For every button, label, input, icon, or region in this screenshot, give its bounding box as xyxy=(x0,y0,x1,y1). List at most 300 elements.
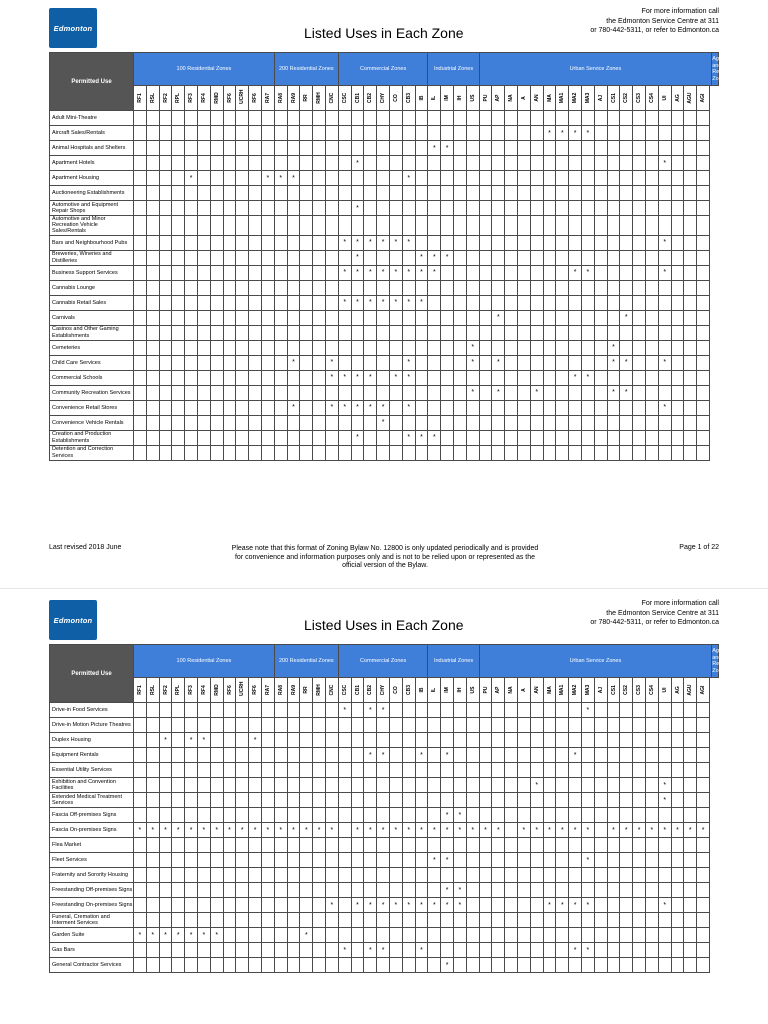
empty-cell xyxy=(390,778,403,793)
empty-cell xyxy=(543,111,556,126)
empty-cell xyxy=(441,943,454,958)
empty-cell xyxy=(671,250,684,265)
empty-cell xyxy=(607,430,620,445)
empty-cell xyxy=(556,340,569,355)
empty-cell xyxy=(364,325,377,340)
empty-cell xyxy=(185,718,198,733)
empty-cell xyxy=(428,733,441,748)
empty-cell xyxy=(530,748,543,763)
table-row xyxy=(50,868,719,883)
empty-cell xyxy=(543,295,556,310)
zone-code-header xyxy=(479,86,492,111)
empty-cell xyxy=(441,295,454,310)
empty-cell xyxy=(479,126,492,141)
empty-cell xyxy=(505,201,518,216)
empty-cell xyxy=(236,171,249,186)
empty-cell xyxy=(645,235,658,250)
empty-cell xyxy=(172,156,185,171)
empty-cell xyxy=(146,141,159,156)
zone-code-header xyxy=(223,678,236,703)
empty-cell xyxy=(261,793,274,808)
empty-cell xyxy=(620,126,633,141)
empty-cell xyxy=(645,943,658,958)
page-separator xyxy=(0,588,768,589)
empty-cell xyxy=(287,126,300,141)
zone-code-header xyxy=(479,678,492,703)
empty-cell xyxy=(300,310,313,325)
empty-cell xyxy=(210,325,223,340)
use-name: Extended Medical Treatment Services xyxy=(50,793,134,808)
empty-cell xyxy=(172,913,185,928)
empty-cell xyxy=(505,778,518,793)
permitted-mark: * xyxy=(351,370,364,385)
table-row xyxy=(50,126,719,141)
empty-cell xyxy=(582,838,595,853)
empty-cell xyxy=(274,703,287,718)
empty-cell xyxy=(518,928,531,943)
permitted-mark: * xyxy=(684,823,697,838)
empty-cell xyxy=(684,733,697,748)
empty-cell xyxy=(594,778,607,793)
empty-cell xyxy=(505,748,518,763)
empty-cell xyxy=(274,141,287,156)
empty-cell xyxy=(249,838,262,853)
empty-cell xyxy=(364,913,377,928)
permitted-mark: * xyxy=(441,808,454,823)
permitted-mark: * xyxy=(543,898,556,913)
empty-cell xyxy=(134,430,147,445)
empty-cell xyxy=(390,718,403,733)
empty-cell xyxy=(594,718,607,733)
zone-code-label: IM xyxy=(444,687,451,693)
use-name: Cemeteries xyxy=(50,340,134,355)
empty-cell xyxy=(134,171,147,186)
empty-cell xyxy=(479,156,492,171)
empty-cell xyxy=(454,778,467,793)
empty-cell xyxy=(300,340,313,355)
empty-cell xyxy=(390,355,403,370)
empty-cell xyxy=(249,310,262,325)
empty-cell xyxy=(645,778,658,793)
use-name: Automotive and Equipment Repair Shops xyxy=(50,201,134,216)
empty-cell xyxy=(530,808,543,823)
empty-cell xyxy=(607,265,620,280)
empty-cell xyxy=(236,370,249,385)
permitted-mark: * xyxy=(441,898,454,913)
empty-cell xyxy=(582,415,595,430)
empty-cell xyxy=(287,385,300,400)
empty-cell xyxy=(479,280,492,295)
empty-cell xyxy=(671,913,684,928)
empty-cell xyxy=(582,325,595,340)
empty-cell xyxy=(134,838,147,853)
empty-cell xyxy=(671,733,684,748)
permitted-mark: * xyxy=(415,250,428,265)
empty-cell xyxy=(172,883,185,898)
empty-cell xyxy=(210,838,223,853)
empty-cell xyxy=(313,748,326,763)
contact-line: For more information call xyxy=(641,8,719,15)
zone-code-label: A xyxy=(520,688,527,692)
use-name: Cannabis Retail Sales xyxy=(50,295,134,310)
permitted-mark: * xyxy=(338,295,351,310)
permitted-mark: * xyxy=(454,883,467,898)
empty-cell xyxy=(261,718,274,733)
empty-cell xyxy=(582,808,595,823)
empty-cell xyxy=(518,265,531,280)
empty-cell xyxy=(543,280,556,295)
empty-cell xyxy=(454,141,467,156)
empty-cell xyxy=(415,201,428,216)
permitted-mark: * xyxy=(428,853,441,868)
empty-cell xyxy=(479,325,492,340)
empty-cell xyxy=(351,703,364,718)
empty-cell xyxy=(377,111,390,126)
empty-cell xyxy=(236,838,249,853)
empty-cell xyxy=(479,430,492,445)
empty-cell xyxy=(645,958,658,973)
empty-cell xyxy=(518,958,531,973)
empty-cell xyxy=(197,156,210,171)
empty-cell xyxy=(454,400,467,415)
empty-cell xyxy=(185,883,198,898)
empty-cell xyxy=(518,733,531,748)
empty-cell xyxy=(313,385,326,400)
empty-cell xyxy=(210,295,223,310)
empty-cell xyxy=(556,265,569,280)
permitted-mark: * xyxy=(338,703,351,718)
empty-cell xyxy=(569,355,582,370)
empty-cell xyxy=(300,156,313,171)
empty-cell xyxy=(594,141,607,156)
permitted-mark: * xyxy=(441,823,454,838)
permitted-use-header: Permitted Use xyxy=(50,53,134,111)
empty-cell xyxy=(607,943,620,958)
empty-cell xyxy=(518,126,531,141)
empty-cell xyxy=(697,718,710,733)
last-revised: Last revised 2018 June xyxy=(49,544,122,551)
permitted-mark: * xyxy=(185,823,198,838)
empty-cell xyxy=(146,793,159,808)
permitted-mark: * xyxy=(658,898,671,913)
empty-cell xyxy=(633,868,646,883)
empty-cell xyxy=(505,430,518,445)
zone-code-header xyxy=(351,86,364,111)
permitted-mark: * xyxy=(543,126,556,141)
zone-code-label: MA xyxy=(546,686,553,694)
empty-cell xyxy=(671,156,684,171)
empty-cell xyxy=(697,703,710,718)
empty-cell xyxy=(530,445,543,460)
empty-cell xyxy=(210,250,223,265)
empty-cell xyxy=(261,838,274,853)
empty-cell xyxy=(543,943,556,958)
empty-cell xyxy=(543,733,556,748)
empty-cell xyxy=(210,280,223,295)
empty-cell xyxy=(338,126,351,141)
empty-cell xyxy=(172,793,185,808)
empty-cell xyxy=(697,186,710,201)
empty-cell xyxy=(364,186,377,201)
empty-cell xyxy=(569,385,582,400)
empty-cell xyxy=(197,748,210,763)
empty-cell xyxy=(543,250,556,265)
zone-code-header xyxy=(697,86,710,111)
empty-cell xyxy=(377,171,390,186)
empty-cell xyxy=(454,415,467,430)
empty-cell xyxy=(556,445,569,460)
empty-cell xyxy=(633,808,646,823)
permitted-mark: * xyxy=(607,823,620,838)
zone-code-header xyxy=(313,86,326,111)
empty-cell xyxy=(441,111,454,126)
table-row xyxy=(50,853,719,868)
empty-cell xyxy=(146,763,159,778)
permitted-mark: * xyxy=(390,235,403,250)
empty-cell xyxy=(210,385,223,400)
empty-cell xyxy=(159,883,172,898)
empty-cell xyxy=(364,838,377,853)
empty-cell xyxy=(697,808,710,823)
table-row xyxy=(50,913,719,928)
empty-cell xyxy=(543,763,556,778)
empty-cell xyxy=(607,958,620,973)
empty-cell xyxy=(697,295,710,310)
empty-cell xyxy=(479,171,492,186)
zone-code-label: CNC xyxy=(328,684,335,696)
empty-cell xyxy=(518,793,531,808)
permitted-mark: * xyxy=(364,295,377,310)
use-name: Child Care Services xyxy=(50,355,134,370)
empty-cell xyxy=(223,883,236,898)
empty-cell xyxy=(594,763,607,778)
permitted-mark: * xyxy=(582,853,595,868)
use-name: Breweries, Wineries and Distilleries xyxy=(50,250,134,265)
zone-code-label: RPL xyxy=(175,685,182,696)
zone-code-header xyxy=(466,678,479,703)
empty-cell xyxy=(556,216,569,236)
empty-cell xyxy=(364,385,377,400)
empty-cell xyxy=(505,310,518,325)
permitted-mark: * xyxy=(441,883,454,898)
empty-cell xyxy=(441,265,454,280)
zone-code-row xyxy=(50,86,719,111)
empty-cell xyxy=(530,355,543,370)
zone-code-label: AJ xyxy=(597,94,604,102)
empty-cell xyxy=(582,216,595,236)
empty-cell xyxy=(684,778,697,793)
empty-cell xyxy=(326,216,339,236)
permitted-mark: * xyxy=(185,928,198,943)
zone-code-header xyxy=(210,86,223,111)
empty-cell xyxy=(633,310,646,325)
empty-cell xyxy=(210,778,223,793)
empty-cell xyxy=(377,385,390,400)
zone-code-header xyxy=(428,678,441,703)
empty-cell xyxy=(197,355,210,370)
empty-cell xyxy=(492,430,505,445)
zone-code-header xyxy=(594,86,607,111)
empty-cell xyxy=(146,778,159,793)
empty-cell xyxy=(274,400,287,415)
empty-cell xyxy=(607,111,620,126)
empty-cell xyxy=(146,156,159,171)
empty-cell xyxy=(530,280,543,295)
empty-cell xyxy=(415,718,428,733)
empty-cell xyxy=(607,141,620,156)
zone-code-label: MA1 xyxy=(559,92,566,104)
empty-cell xyxy=(338,748,351,763)
empty-cell xyxy=(645,883,658,898)
empty-cell xyxy=(338,868,351,883)
empty-cell xyxy=(697,385,710,400)
empty-cell xyxy=(594,280,607,295)
empty-cell xyxy=(684,216,697,236)
empty-cell xyxy=(543,385,556,400)
empty-cell xyxy=(134,958,147,973)
empty-cell xyxy=(582,733,595,748)
empty-cell xyxy=(441,370,454,385)
empty-cell xyxy=(390,415,403,430)
empty-cell xyxy=(607,445,620,460)
empty-cell xyxy=(492,928,505,943)
use-name: Convenience Vehicle Rentals xyxy=(50,415,134,430)
empty-cell xyxy=(454,250,467,265)
empty-cell xyxy=(146,201,159,216)
empty-cell xyxy=(364,958,377,973)
empty-cell xyxy=(633,838,646,853)
empty-cell xyxy=(518,748,531,763)
zone-code-label: NA xyxy=(508,686,515,694)
zone-code-label: RF6 xyxy=(226,93,233,103)
empty-cell xyxy=(620,430,633,445)
empty-cell xyxy=(543,718,556,733)
permitted-mark: * xyxy=(402,235,415,250)
permitted-mark: * xyxy=(300,928,313,943)
empty-cell xyxy=(172,295,185,310)
permitted-mark: * xyxy=(402,898,415,913)
empty-cell xyxy=(300,718,313,733)
empty-cell xyxy=(197,201,210,216)
zone-code-header xyxy=(569,86,582,111)
empty-cell xyxy=(543,748,556,763)
empty-cell xyxy=(556,793,569,808)
permitted-mark: * xyxy=(351,235,364,250)
permitted-mark: * xyxy=(287,400,300,415)
empty-cell xyxy=(338,201,351,216)
empty-cell xyxy=(210,340,223,355)
empty-cell xyxy=(287,235,300,250)
permitted-mark: * xyxy=(377,235,390,250)
empty-cell xyxy=(249,156,262,171)
empty-cell xyxy=(645,808,658,823)
empty-cell xyxy=(530,430,543,445)
empty-cell xyxy=(159,400,172,415)
empty-cell xyxy=(351,310,364,325)
empty-cell xyxy=(684,340,697,355)
permitted-mark: * xyxy=(402,295,415,310)
empty-cell xyxy=(249,958,262,973)
zone-code-label: RMH xyxy=(316,92,323,104)
empty-cell xyxy=(466,201,479,216)
use-name: Funeral, Cremation and Interment Services xyxy=(50,913,134,928)
empty-cell xyxy=(658,280,671,295)
empty-cell xyxy=(569,295,582,310)
empty-cell xyxy=(582,718,595,733)
empty-cell xyxy=(479,340,492,355)
empty-cell xyxy=(223,733,236,748)
empty-cell xyxy=(390,280,403,295)
empty-cell xyxy=(684,703,697,718)
table-row xyxy=(50,415,719,430)
empty-cell xyxy=(633,216,646,236)
permitted-mark: * xyxy=(210,928,223,943)
empty-cell xyxy=(697,763,710,778)
zone-group-header: Industrial Zones xyxy=(428,645,479,678)
empty-cell xyxy=(172,265,185,280)
zone-code-label: IM xyxy=(444,95,451,101)
empty-cell xyxy=(236,325,249,340)
empty-cell xyxy=(697,838,710,853)
page-title: Listed Uses in Each Zone xyxy=(304,25,464,41)
empty-cell xyxy=(146,280,159,295)
zone-code-label: PU xyxy=(482,686,489,694)
empty-cell xyxy=(185,808,198,823)
empty-cell xyxy=(658,141,671,156)
contact-info xyxy=(590,7,719,36)
empty-cell xyxy=(454,325,467,340)
empty-cell xyxy=(645,445,658,460)
permitted-mark: * xyxy=(287,171,300,186)
permitted-mark: * xyxy=(658,235,671,250)
zone-code-header xyxy=(671,86,684,111)
empty-cell xyxy=(287,156,300,171)
empty-cell xyxy=(594,265,607,280)
empty-cell xyxy=(287,415,300,430)
empty-cell xyxy=(633,898,646,913)
empty-cell xyxy=(492,325,505,340)
permitted-mark: * xyxy=(364,400,377,415)
empty-cell xyxy=(390,385,403,400)
empty-cell xyxy=(274,385,287,400)
empty-cell xyxy=(645,201,658,216)
empty-cell xyxy=(236,793,249,808)
use-name: Apartment Hotels xyxy=(50,156,134,171)
empty-cell xyxy=(364,883,377,898)
empty-cell xyxy=(159,385,172,400)
empty-cell xyxy=(518,808,531,823)
empty-cell xyxy=(223,430,236,445)
empty-cell xyxy=(671,763,684,778)
empty-cell xyxy=(274,310,287,325)
empty-cell xyxy=(530,838,543,853)
empty-cell xyxy=(172,355,185,370)
permitted-mark: * xyxy=(364,703,377,718)
empty-cell xyxy=(249,250,262,265)
empty-cell xyxy=(607,156,620,171)
empty-cell xyxy=(377,126,390,141)
empty-cell xyxy=(261,310,274,325)
empty-cell xyxy=(159,793,172,808)
empty-cell xyxy=(466,250,479,265)
permitted-mark: * xyxy=(159,733,172,748)
permitted-mark: * xyxy=(274,171,287,186)
zone-code-header xyxy=(454,678,467,703)
empty-cell xyxy=(261,111,274,126)
empty-cell xyxy=(697,216,710,236)
empty-cell xyxy=(428,156,441,171)
empty-cell xyxy=(441,126,454,141)
